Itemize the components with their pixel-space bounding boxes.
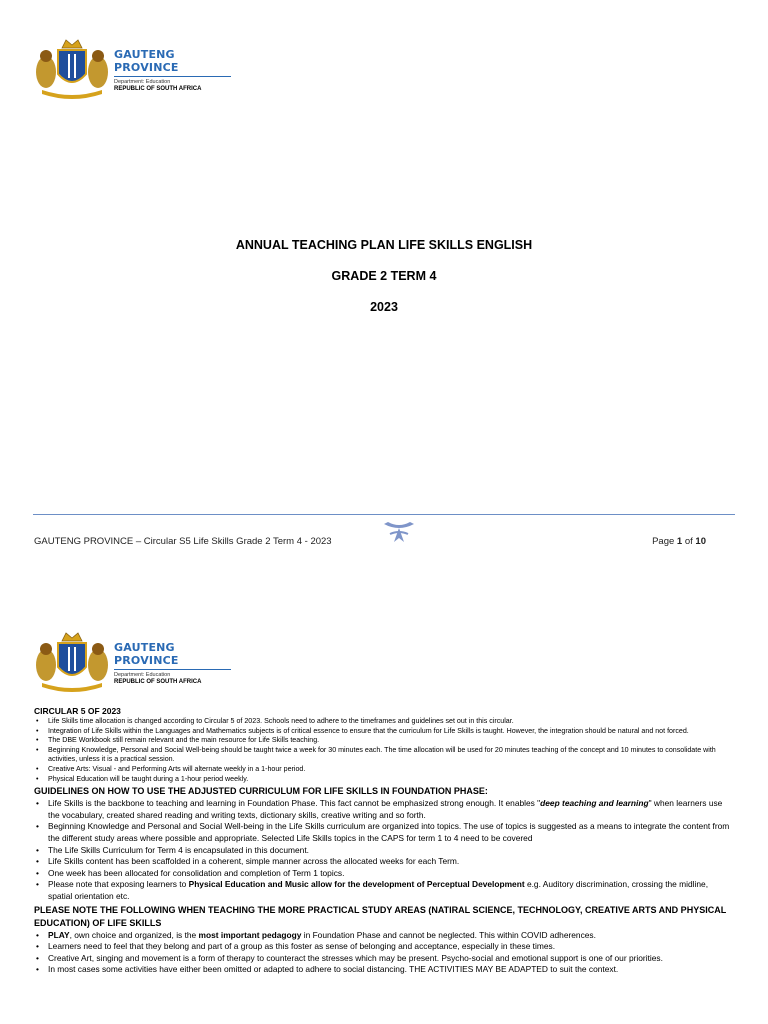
- list-item: • Creative Art, singing and movement is a form of therapy to counteract the stresses which may be present. Psycho-social and emotional support is one of our priorities.: [34, 953, 734, 965]
- list-item: • Integration of Life Skills within the Languages and Mathematics subjects is of critical essence to ensure that the curriculum for Life Skills is taught. However, the integration should be natural and not forced.: [34, 727, 734, 737]
- list-item: • Beginning Knowledge and Personal and Social Well-being in the Life Skills curriculum are organized into topics. The use of topics is suggested as a means to integrate the content from the different study areas where possible and appropriate. Selected Life Skills topics in the CAPS for term 1 to 4 need to be covered: [34, 821, 734, 844]
- document-title-block: [0, 238, 768, 331]
- footer-divider: [33, 514, 735, 515]
- country-name: REPUBLIC OF SOUTH AFRICA: [114, 86, 202, 92]
- list-item: • PLAY, own choice and organized, is the most important pedagogy in Foundation Phase and cannot be neglected. This within COVID adherences.: [34, 930, 734, 942]
- list-item: • The Life Skills Curriculum for Term 4 is encapsulated in this document.: [34, 845, 734, 857]
- guidelines-list: [34, 798, 734, 902]
- guidelines-heading: GUIDELINES ON HOW TO USE THE ADJUSTED CURRICULUM FOR LIFE SKILLS IN FOUNDATION PHASE:: [34, 786, 488, 797]
- page-number: Page 1 of 10: [652, 536, 706, 547]
- title-line-3: 2023: [370, 300, 398, 314]
- list-item: • Beginning Knowledge, Personal and Social Well-being should be taught twice a week for 30 minutes each. The time allocation will be used for 20 minutes teaching of the concept and 10 minutes to consolidate with activities, unless it is a practical session.: [34, 746, 734, 765]
- list-item: • Creative Arts: Visual - and Performing Arts will alternate weekly in a 1-hour period.: [34, 765, 734, 775]
- page-2-content: [34, 705, 734, 976]
- list-item: • Life Skills time allocation is changed according to Circular 5 of 2023. Schools need to adhere to the timeframes and guidelines set out in this circular.: [34, 717, 734, 727]
- department-name: Department: Education: [114, 672, 171, 678]
- list-item: • Learners need to feel that they belong and part of a group as this foster as sense of belonging and acceptance, especially in these times.: [34, 941, 734, 953]
- list-item: • One week has been allocated for consolidation and completion of Term 1 topics.: [34, 868, 734, 880]
- coat-of-arms-icon: [32, 34, 112, 100]
- footer-text: GAUTENG PROVINCE – Circular S5 Life Skills Grade 2 Term 4 - 2023: [34, 536, 332, 547]
- title-line-1: ANNUAL TEACHING PLAN LIFE SKILLS ENGLISH: [235, 238, 533, 252]
- list-item: • Life Skills is the backbone to teaching and learning in Foundation Phase. This fact cannot be emphasized strong enough. It enables "deep teaching and learning" when learners use the vocabulary, created shared reading and writing texts, dictionary skills, creative writing and so forth.: [34, 798, 734, 821]
- list-item: • Life Skills content has been scaffolded in a coherent, simple manner across the allocated weeks for each Term.: [34, 856, 734, 868]
- list-item: • Physical Education will be taught during a 1-hour period weekly.: [34, 775, 734, 785]
- gauteng-logo-page-2: [32, 627, 231, 693]
- circular-heading: CIRCULAR 5 OF 2023: [34, 706, 121, 716]
- country-name: REPUBLIC OF SOUTH AFRICA: [114, 679, 202, 685]
- coat-of-arms-icon: [32, 627, 112, 693]
- list-item: • In most cases some activities have either been omitted or adapted to adhere to social distancing. THE ACTIVITIES MAY BE ADAPTED to suit the context.: [34, 964, 734, 976]
- practical-list: [34, 930, 734, 976]
- circular-list: [34, 717, 734, 784]
- province-name: GAUTENG PROVINCE: [114, 48, 231, 77]
- practical-heading: PLEASE NOTE THE FOLLOWING WHEN TEACHING THE MORE PRACTICAL STUDY AREAS (NATIRAL SCIENCE, TECHNOLOGY, CREATIVE ARTS AND PHYSICAL EDUCATION) OF LIFE SKILLS: [34, 904, 727, 928]
- department-name: Department: Education: [114, 79, 171, 85]
- title-line-2: GRADE 2 TERM 4: [331, 269, 437, 283]
- aloe-emblem-icon: [382, 520, 416, 548]
- province-name: GAUTENG PROVINCE: [114, 641, 231, 670]
- list-item: • The DBE Workbook still remain relevant and the main resource for Life Skills teaching.: [34, 736, 734, 746]
- gauteng-logo: [32, 34, 231, 100]
- list-item: • Please note that exposing learners to Physical Education and Music allow for the development of Perceptual Development e.g. Auditory discrimination, crossing the midline, spatial orientation etc.: [34, 879, 734, 902]
